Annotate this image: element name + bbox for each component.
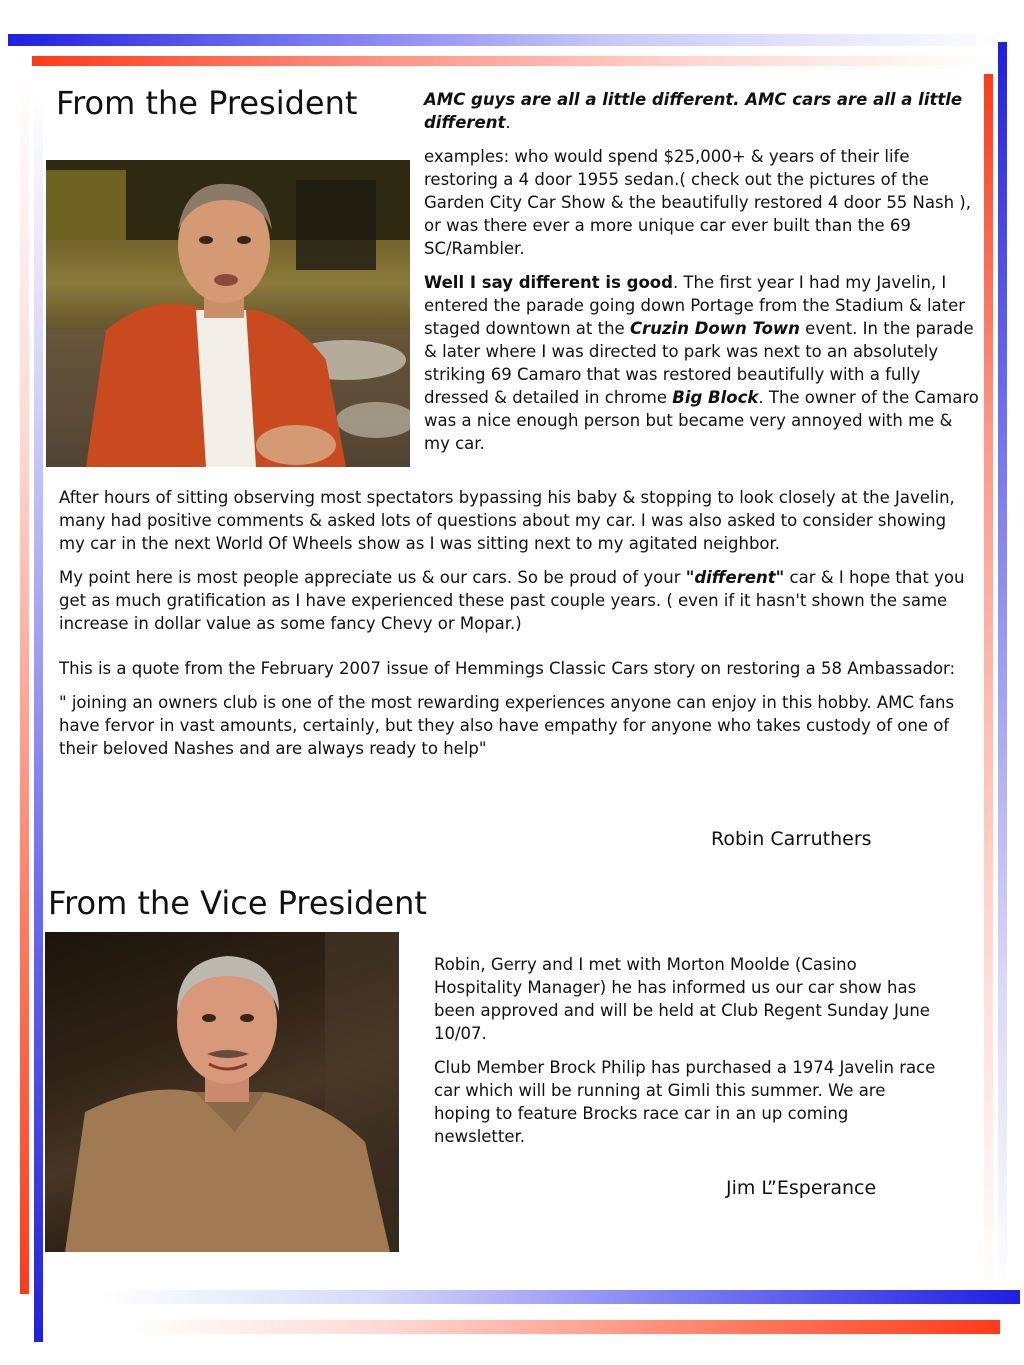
vice-president-text — [434, 953, 942, 1159]
bottom-red-bar — [130, 1320, 1000, 1334]
president-intro-bold: AMC guys are all a little different. AMC cars are all a little different — [424, 90, 963, 132]
president-paragraph-4 — [59, 566, 977, 635]
president-paragraph-2-part-b: event. In the parade & later where I was directed to park was next to an absolutely striking 69 Camaro that was restored beautifully with a fully dressed & detailed in chrome — [424, 319, 974, 407]
top-red-bar — [32, 56, 992, 66]
president-column-text — [424, 88, 980, 466]
vice-president-photo-illustration — [45, 932, 399, 1252]
president-paragraph-5: This is a quote from the February 2007 issue of Hemmings Classic Cars story on restoring a 58 Ambassador: — [59, 659, 956, 678]
vice-president-paragraph-1: Robin, Gerry and I met with Morton Moolde (Casino Hospitality Manager) he has informed us our car show has been approved and will be held at Club Regent Sunday June 10/07. — [434, 955, 930, 1043]
president-paragraph-4-part-b: car & I hope that you get as much gratification as I have experienced these past couple years. ( even if it hasn't shown the same increase in dollar value as some fancy Chevy or Mopar.) — [59, 568, 965, 633]
president-paragraph-2-part-c: . The owner of the Camaro was a nice enough person but became very annoyed with me & my car. — [424, 388, 979, 453]
president-paragraph-4-part-a: My point here is most people appreciate us & our cars. So be proud of your — [59, 568, 686, 587]
president-photo — [46, 160, 410, 467]
right-blue-bar — [998, 42, 1007, 1292]
president-paragraph-3: After hours of sitting observing most spectators bypassing his baby & stopping to look closely at the Javelin, many had positive comments & asked lots of questions about my car. I was also asked to consider showing my car in the next World Of Wheels show as I was sitting next to my agitated neighbor. — [59, 488, 955, 553]
president-signature: Robin Carruthers — [711, 828, 872, 850]
top-blue-bar — [8, 34, 1008, 46]
right-red-bar — [984, 74, 993, 1304]
vice-president-signature: Jim L”Esperance — [726, 1177, 877, 1199]
president-paragraph-2-bold: Well I say different is good — [424, 273, 673, 292]
big-block-emphasis: Big Block — [672, 388, 759, 407]
president-photo-illustration — [46, 160, 410, 467]
president-heading: From the President — [56, 84, 358, 122]
vice-president-heading: From the Vice President — [48, 884, 427, 922]
president-quote: " joining an owners club is one of the most rewarding experiences anyone can enjoy in this hobby. AMC fans have fervor in vast amounts, certainly, but they also have empathy for anyone who takes custody of one of their beloved Nashes and are always ready to help" — [59, 693, 955, 758]
president-intro — [424, 88, 980, 134]
left-red-bar — [20, 74, 29, 1294]
vice-president-paragraph-2: Club Member Brock Philip has purchased a 1974 Javelin race car which will be running at Gimli this summer. We are hoping to feature Brocks race car in an up coming newsletter. — [434, 1058, 936, 1146]
cruzin-down-town-emphasis: Cruzin Down Town — [629, 319, 800, 338]
vice-president-photo — [45, 932, 399, 1252]
president-paragraph-1: examples: who would spend $25,000+ & years of their life restoring a 4 door 1955 sedan.( check out the pictures of the Garden City Car Show & the beautifully restored 4 door 55 Nash ), or was there ever a more unique car ever built than the 69 SC/Rambler. — [424, 147, 971, 258]
president-intro-end: . — [505, 113, 511, 132]
bottom-blue-bar — [100, 1290, 1020, 1304]
president-paragraph-2-part-a: . The first year I had my Javelin, I entered the parade going down Portage from the Stadium & later staged downtown at the — [424, 273, 966, 338]
different-emphasis: "different" — [685, 568, 785, 587]
president-paragraph-2 — [424, 271, 980, 455]
left-blue-bar — [34, 94, 43, 1342]
president-full-width-text — [59, 486, 977, 771]
